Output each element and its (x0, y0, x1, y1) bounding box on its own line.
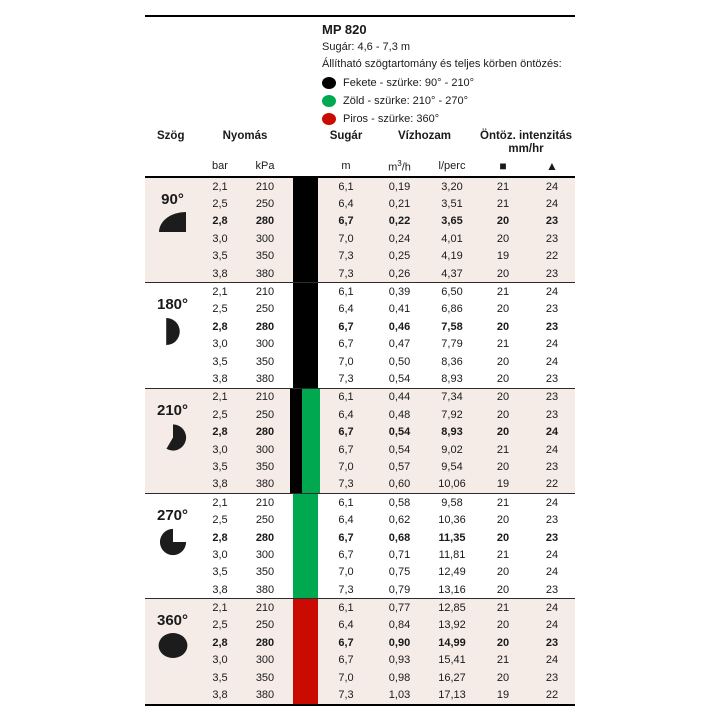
value-cell-bar: 2,5 (212, 408, 228, 421)
value-cell-lperc: 8,93 (441, 426, 463, 439)
value-cell-sq: 21 (496, 338, 510, 351)
unit-m: m (341, 160, 351, 172)
value-cell-sq: 20 (496, 320, 510, 333)
value-cell-m: 6,7 (338, 636, 354, 649)
value-cell-m: 6,4 (338, 198, 354, 211)
value-cell-lperc: 14,99 (438, 636, 466, 649)
group-header-row (145, 130, 575, 156)
green-dot-icon (322, 95, 336, 107)
value-cell-lperc: 9,02 (441, 443, 463, 456)
value-cell-kpa: 350 (255, 671, 275, 684)
value-cell-bar: 2,8 (212, 636, 228, 649)
value-cell-m3h: 0,41 (388, 303, 411, 316)
red-dot-icon (322, 113, 336, 125)
value-cell-sq: 20 (496, 531, 510, 544)
value-cell-sq: 20 (496, 566, 510, 579)
color-strip (293, 283, 318, 387)
circle-360-icon (158, 633, 188, 663)
value-cell-m: 6,1 (338, 286, 354, 299)
value-cell-lperc: 4,19 (441, 250, 463, 263)
value-cell-m: 7,3 (338, 689, 354, 702)
value-cell-kpa: 300 (255, 548, 275, 561)
product-title: MP 820 (322, 22, 367, 37)
value-cell-bar: 2,1 (212, 602, 228, 615)
value-cell-sq: 20 (496, 391, 510, 404)
value-cell-lperc: 8,36 (441, 355, 463, 368)
value-cell-m: 6,7 (338, 443, 354, 456)
value-cell-tri: 24 (545, 355, 559, 368)
value-cell-kpa: 350 (255, 460, 275, 473)
value-cell-bar: 2,1 (212, 496, 228, 509)
value-cell-bar: 3,5 (212, 250, 228, 263)
value-cell-bar: 3,8 (212, 267, 228, 280)
angle-label: 360° (156, 612, 189, 630)
value-cell-tri: 24 (545, 496, 559, 509)
value-cell-tri: 23 (545, 460, 559, 473)
value-cell-tri: 23 (545, 232, 559, 245)
value-cell-kpa: 300 (255, 654, 275, 667)
value-cell-lperc: 4,01 (441, 232, 463, 245)
angle-label: 90° (161, 191, 184, 208)
value-cell-lperc: 6,86 (441, 303, 463, 316)
value-cell-bar: 2,8 (212, 531, 228, 544)
value-cell-kpa: 210 (255, 496, 275, 509)
arc-color-bar (290, 494, 320, 598)
value-cell-m: 6,7 (338, 531, 354, 544)
value-cell-bar: 3,5 (212, 671, 228, 684)
value-cell-m: 6,1 (338, 180, 354, 193)
value-cell-m3h: 0,46 (388, 320, 411, 333)
column-headers (145, 130, 575, 178)
value-cell-bar: 2,8 (212, 320, 228, 333)
value-cell-bar: 3,8 (212, 372, 228, 385)
value-cell-m: 6,7 (338, 215, 354, 228)
value-cell-lperc: 7,92 (441, 408, 463, 421)
value-cell-bar: 3,5 (212, 355, 228, 368)
spec-table-body (145, 178, 575, 706)
pie-180-icon (165, 317, 181, 351)
value-cell-tri: 24 (545, 566, 559, 579)
value-cell-m: 7,3 (338, 478, 354, 491)
header-radius: Sugár (329, 130, 363, 142)
value-cell-kpa: 350 (255, 250, 275, 263)
value-cell-tri: 23 (545, 636, 559, 649)
value-cell-kpa: 210 (255, 286, 275, 299)
value-cell-bar: 2,5 (212, 619, 228, 632)
value-cell-bar: 2,5 (212, 198, 228, 211)
value-cell-lperc: 12,49 (438, 566, 466, 579)
value-cell-bar: 2,1 (212, 286, 228, 299)
value-cell-m3h: 0,26 (388, 267, 411, 280)
value-cell-tri: 24 (545, 338, 559, 351)
value-cell-tri: 23 (545, 671, 559, 684)
value-cell-sq: 20 (496, 671, 510, 684)
value-cell-tri: 23 (545, 391, 559, 404)
value-cell-tri: 23 (545, 514, 559, 527)
value-cell-bar: 3,5 (212, 460, 228, 473)
unit-lperc: l/perc (438, 160, 466, 172)
value-cell-lperc: 17,13 (438, 689, 466, 702)
value-cell-bar: 3,8 (212, 689, 228, 702)
header-intensity-line2: mm/hr (508, 143, 544, 155)
value-cell-lperc: 9,54 (441, 460, 463, 473)
value-cell-tri: 24 (545, 602, 559, 615)
value-cell-m3h: 0,47 (388, 338, 411, 351)
value-cell-m: 7,3 (338, 267, 354, 280)
value-cell-m3h: 0,71 (388, 548, 411, 561)
value-cell-m3h: 0,22 (388, 215, 411, 228)
value-cell-tri: 23 (545, 267, 559, 280)
angle-label: 180° (156, 296, 189, 314)
value-cell-kpa: 280 (255, 636, 275, 649)
value-cell-sq: 21 (496, 286, 510, 299)
color-strip (293, 599, 318, 703)
value-cell-m3h: 0,50 (388, 355, 411, 368)
value-cell-kpa: 210 (255, 602, 275, 615)
value-cell-sq: 21 (496, 496, 510, 509)
value-cell-m: 6,4 (338, 619, 354, 632)
value-cell-kpa: 250 (255, 514, 275, 527)
value-cell-sq: 20 (496, 583, 510, 596)
value-cell-tri: 23 (545, 408, 559, 421)
value-cell-bar: 3,0 (212, 338, 228, 351)
square-symbol-icon: ■ (499, 159, 507, 173)
value-cell-kpa: 380 (255, 478, 275, 491)
value-cell-kpa: 280 (255, 215, 275, 228)
value-cell-tri: 23 (545, 583, 559, 596)
header-pressure: Nyomás (222, 130, 268, 142)
value-cell-sq: 20 (496, 267, 510, 280)
value-cell-m3h: 0,98 (388, 671, 411, 684)
value-cell-tri: 22 (545, 689, 559, 702)
value-cell-m3h: 1,03 (388, 689, 411, 702)
value-cell-m3h: 0,48 (388, 408, 411, 421)
value-cell-kpa: 280 (255, 426, 275, 439)
value-cell-bar: 2,1 (212, 391, 228, 404)
value-cell-kpa: 380 (255, 372, 275, 385)
value-cell-m3h: 0,54 (388, 443, 411, 456)
unit-header-row (145, 156, 575, 176)
pie-210-icon (159, 423, 187, 457)
value-cell-lperc: 11,81 (438, 548, 466, 561)
value-cell-tri: 24 (545, 426, 559, 439)
pie-270-icon (159, 528, 187, 561)
value-cell-kpa: 250 (255, 198, 275, 211)
arc-note-text: Állítható szögtartomány és teljes körben öntözés: (322, 58, 562, 70)
header-angle: Szög (157, 130, 185, 142)
sheet-header (145, 15, 575, 130)
value-cell-bar: 2,8 (212, 426, 228, 439)
value-cell-m: 6,4 (338, 303, 354, 316)
pie-90-icon (159, 212, 186, 237)
value-cell-sq: 20 (496, 408, 510, 421)
angle-cell (145, 389, 200, 493)
value-cell-lperc: 6,50 (441, 286, 463, 299)
value-cell-lperc: 12,85 (438, 602, 466, 615)
value-cell-lperc: 13,92 (438, 619, 466, 632)
value-cell-sq: 21 (496, 548, 510, 561)
value-cell-sq: 21 (496, 198, 510, 211)
value-cell-m: 6,4 (338, 408, 354, 421)
value-cell-sq: 21 (496, 443, 510, 456)
arc-color-bar (290, 599, 320, 703)
value-cell-sq: 21 (496, 602, 510, 615)
value-cell-m: 7,0 (338, 232, 354, 245)
value-cell-m3h: 0,62 (388, 514, 411, 527)
legend-label-black: Fekete - szürke: 90° - 210° (343, 77, 475, 89)
value-cell-kpa: 300 (255, 443, 275, 456)
value-cell-m3h: 0,25 (388, 250, 411, 263)
value-cell-sq: 20 (496, 232, 510, 245)
color-strip (293, 178, 318, 282)
value-cell-tri: 24 (545, 548, 559, 561)
color-strip (290, 389, 302, 493)
angle-label: 210° (156, 401, 189, 419)
value-cell-tri: 23 (545, 303, 559, 316)
value-cell-tri: 24 (545, 198, 559, 211)
triangle-symbol-icon: ▲ (546, 159, 558, 173)
value-cell-m3h: 0,84 (388, 619, 411, 632)
value-cell-lperc: 3,51 (441, 198, 463, 211)
value-cell-kpa: 380 (255, 689, 275, 702)
value-cell-lperc: 8,93 (441, 372, 463, 385)
value-cell-lperc: 3,65 (441, 215, 463, 228)
angle-cell (145, 283, 200, 387)
unit-m3h-sup: 3 (397, 158, 402, 168)
legend-item-green (322, 92, 575, 110)
arc-color-bar (290, 178, 320, 282)
color-strip (302, 389, 320, 493)
value-cell-bar: 2,5 (212, 514, 228, 527)
value-cell-bar: 3,5 (212, 566, 228, 579)
header-text-block (322, 22, 575, 128)
value-cell-m: 6,7 (338, 426, 354, 439)
legend-label-red: Piros - szürke: 360° (343, 113, 440, 125)
value-cell-kpa: 300 (255, 338, 275, 351)
value-cell-sq: 20 (496, 514, 510, 527)
header-intensity-line1: Öntöz. intenzitás (480, 130, 572, 142)
legend-label-green: Zöld - szürke: 210° - 270° (343, 95, 468, 107)
value-cell-m3h: 0,79 (388, 583, 411, 596)
value-cell-tri: 24 (545, 654, 559, 667)
value-cell-tri: 23 (545, 320, 559, 333)
value-cell-bar: 3,8 (212, 478, 228, 491)
value-cell-m3h: 0,54 (388, 426, 411, 439)
unit-kpa: kPa (255, 160, 275, 172)
value-cell-tri: 23 (545, 215, 559, 228)
value-cell-m: 7,0 (338, 671, 354, 684)
value-cell-kpa: 350 (255, 355, 275, 368)
value-cell-tri: 22 (545, 478, 559, 491)
value-cell-kpa: 350 (255, 566, 275, 579)
value-cell-m: 7,3 (338, 250, 354, 263)
value-cell-tri: 23 (545, 372, 559, 385)
value-cell-lperc: 10,06 (438, 478, 466, 491)
value-cell-kpa: 380 (255, 583, 275, 596)
black-dot-icon (322, 77, 336, 89)
value-cell-kpa: 280 (255, 531, 275, 544)
value-cell-m3h: 0,54 (388, 372, 411, 385)
value-cell-m: 7,0 (338, 566, 354, 579)
value-cell-m3h: 0,57 (388, 460, 411, 473)
value-cell-lperc: 3,20 (441, 180, 463, 193)
value-cell-m: 7,0 (338, 355, 354, 368)
value-cell-m: 6,7 (338, 320, 354, 333)
value-cell-lperc: 7,58 (441, 320, 463, 333)
angle-section-270 (145, 494, 575, 599)
value-cell-sq: 20 (496, 636, 510, 649)
color-strip (293, 494, 318, 598)
value-cell-tri: 24 (545, 619, 559, 632)
value-cell-m3h: 0,44 (388, 391, 411, 404)
header-flow: Vízhozam (397, 130, 452, 142)
value-cell-sq: 20 (496, 619, 510, 632)
unit-bar: bar (212, 160, 228, 172)
value-cell-lperc: 13,16 (438, 583, 466, 596)
value-cell-m: 6,1 (338, 496, 354, 509)
value-cell-sq: 21 (496, 180, 510, 193)
value-cell-m3h: 0,60 (388, 478, 411, 491)
angle-cell (145, 178, 200, 282)
value-cell-m: 7,3 (338, 583, 354, 596)
value-cell-m: 6,7 (338, 548, 354, 561)
value-cell-kpa: 210 (255, 180, 275, 193)
value-cell-lperc: 10,36 (438, 514, 466, 527)
angle-cell (145, 494, 200, 598)
angle-section-180 (145, 283, 575, 388)
value-cell-m: 7,0 (338, 460, 354, 473)
value-cell-lperc: 4,37 (441, 267, 463, 280)
arc-color-bar (290, 283, 320, 387)
value-cell-m3h: 0,19 (388, 180, 411, 193)
value-cell-m3h: 0,58 (388, 496, 411, 509)
value-cell-bar: 3,0 (212, 443, 228, 456)
value-cell-sq: 20 (496, 355, 510, 368)
value-cell-kpa: 280 (255, 320, 275, 333)
value-cell-m3h: 0,90 (388, 636, 411, 649)
value-cell-bar: 3,0 (212, 232, 228, 245)
value-cell-m3h: 0,21 (388, 198, 411, 211)
value-cell-sq: 21 (496, 654, 510, 667)
value-cell-m3h: 0,77 (388, 602, 411, 615)
value-cell-m3h: 0,24 (388, 232, 411, 245)
value-cell-lperc: 16,27 (438, 671, 466, 684)
value-cell-m: 6,4 (338, 514, 354, 527)
legend-item-red (322, 110, 575, 128)
value-cell-sq: 20 (496, 460, 510, 473)
value-cell-tri: 24 (545, 443, 559, 456)
angle-cell (145, 599, 200, 703)
value-cell-lperc: 9,58 (441, 496, 463, 509)
value-cell-sq: 20 (496, 215, 510, 228)
value-cell-sq: 19 (496, 250, 510, 263)
value-cell-m3h: 0,93 (388, 654, 411, 667)
value-cell-sq: 19 (496, 689, 510, 702)
value-cell-bar: 3,0 (212, 548, 228, 561)
value-cell-m: 6,7 (338, 654, 354, 667)
arc-color-bar (290, 389, 320, 493)
angle-section-360 (145, 599, 575, 705)
value-cell-bar: 2,8 (212, 215, 228, 228)
value-cell-tri: 24 (545, 180, 559, 193)
header-intensity (477, 130, 575, 156)
legend (322, 74, 575, 128)
value-cell-m: 6,1 (338, 602, 354, 615)
value-cell-m: 6,7 (338, 338, 354, 351)
value-cell-m3h: 0,39 (388, 286, 411, 299)
value-cell-tri: 23 (545, 531, 559, 544)
value-cell-sq: 20 (496, 303, 510, 316)
value-cell-m3h: 0,75 (388, 566, 411, 579)
value-cell-lperc: 7,34 (441, 391, 463, 404)
value-cell-tri: 24 (545, 286, 559, 299)
value-cell-sq: 20 (496, 426, 510, 439)
value-cell-lperc: 7,79 (441, 338, 463, 351)
value-cell-kpa: 250 (255, 303, 275, 316)
value-cell-kpa: 250 (255, 619, 275, 632)
value-cell-m: 7,3 (338, 372, 354, 385)
angle-label: 270° (156, 507, 189, 525)
value-cell-kpa: 210 (255, 391, 275, 404)
unit-m3h-rest: /h (401, 161, 411, 174)
value-cell-bar: 3,8 (212, 583, 228, 596)
unit-m3h-base: m (388, 161, 398, 174)
angle-section-90 (145, 178, 575, 283)
value-cell-tri: 22 (545, 250, 559, 263)
value-cell-kpa: 250 (255, 408, 275, 421)
value-cell-lperc: 15,41 (438, 654, 466, 667)
value-cell-sq: 19 (496, 478, 510, 491)
radius-range-text: Sugár: 4,6 - 7,3 m (322, 41, 411, 53)
value-cell-bar: 2,5 (212, 303, 228, 316)
value-cell-bar: 3,0 (212, 654, 228, 667)
value-cell-bar: 2,1 (212, 180, 228, 193)
value-cell-m: 6,1 (338, 391, 354, 404)
value-cell-m3h: 0,68 (388, 531, 411, 544)
spec-sheet (145, 15, 575, 706)
value-cell-kpa: 300 (255, 232, 275, 245)
value-cell-kpa: 380 (255, 267, 275, 280)
angle-section-210 (145, 389, 575, 494)
value-cell-lperc: 11,35 (438, 531, 466, 544)
unit-m3h (372, 159, 427, 174)
value-cell-sq: 20 (496, 372, 510, 385)
legend-item-black (322, 74, 575, 92)
